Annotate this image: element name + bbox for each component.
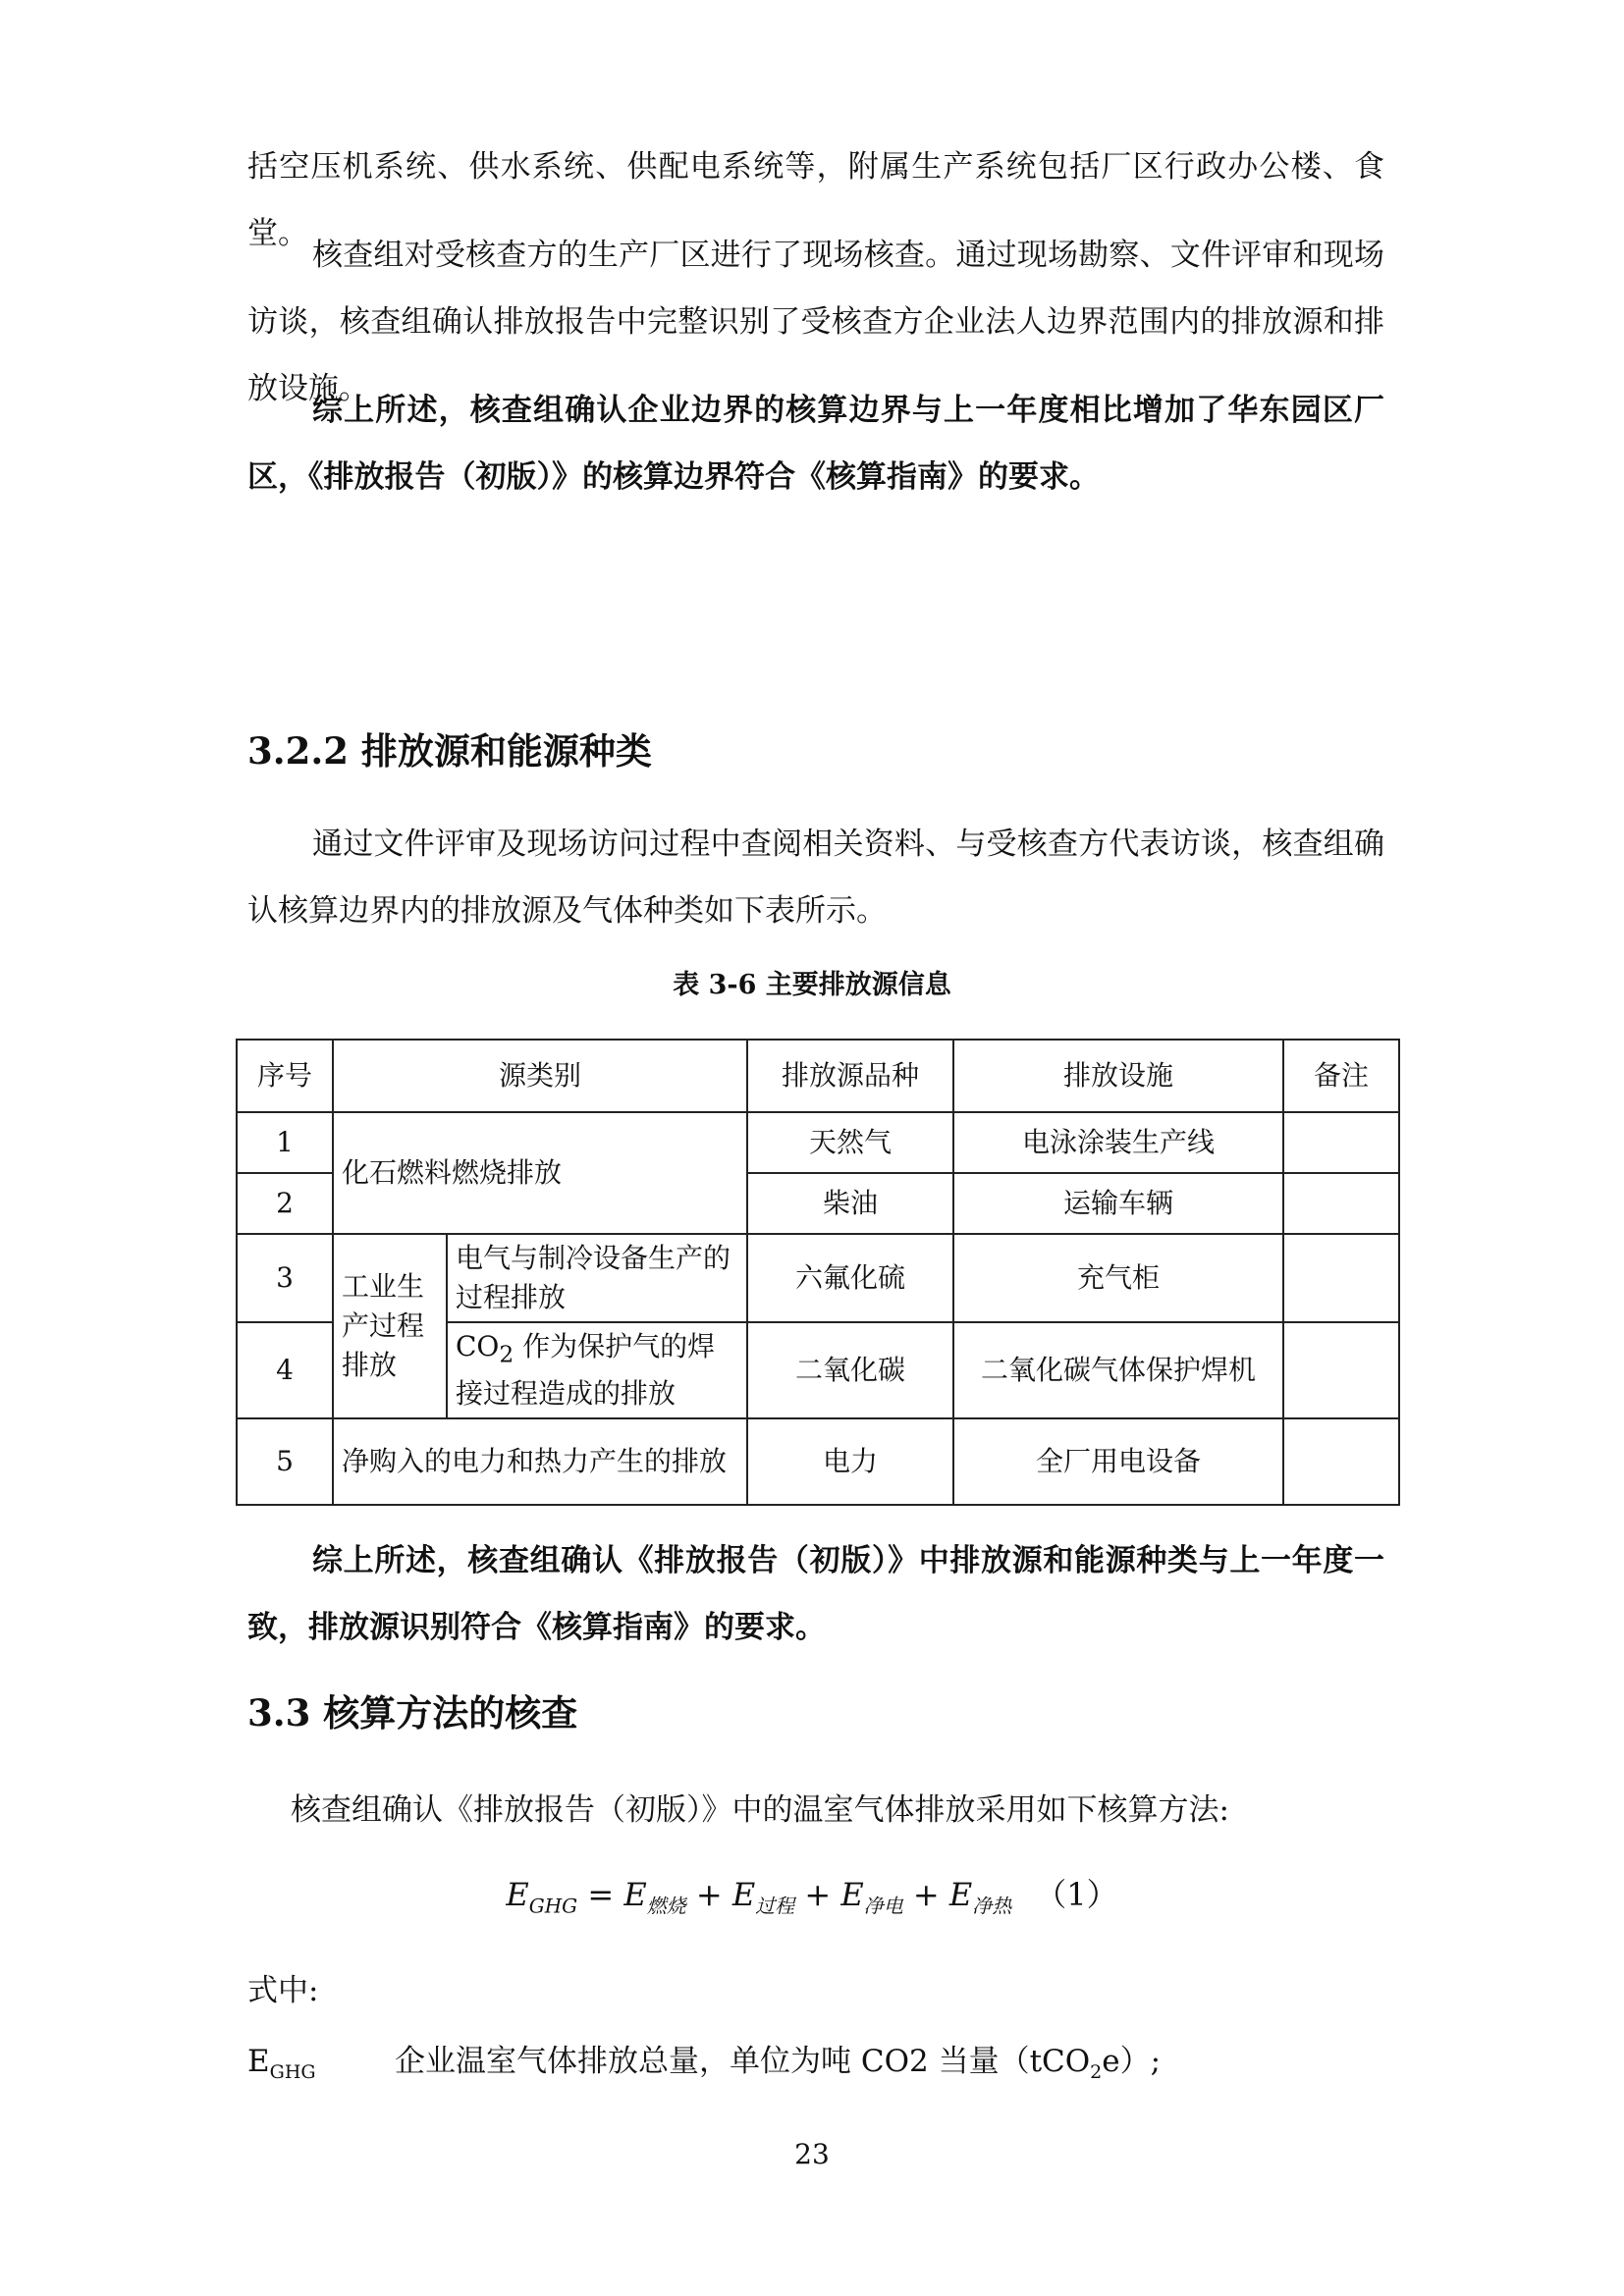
subcategory-prefix: CO	[456, 1330, 500, 1362]
source-type: 电力	[747, 1418, 953, 1505]
table-caption: 表 3-6 主要排放源信息	[673, 970, 951, 1000]
eq-equals: =	[577, 1876, 624, 1913]
definition-text-subscript: 2	[1090, 2061, 1103, 2084]
row-number: 1	[237, 1112, 333, 1173]
header-cell: 序号	[237, 1040, 333, 1112]
source-type: 天然气	[747, 1112, 953, 1173]
paragraph-boundary-conclusion: 综上所述，核查组确认企业边界的核算边界与上一年度相比增加了华东园区厂区，《排放报告（初版）》的核算边界符合《核算指南》的要求。	[247, 393, 1384, 495]
row-number: 3	[237, 1234, 333, 1322]
source-subcategory	[447, 1322, 747, 1418]
definition-symbol	[247, 2037, 395, 2097]
definition-text-end: e）;	[1102, 2044, 1162, 2079]
emission-source-table	[236, 1039, 1400, 1506]
eq-symbol: E	[506, 1876, 529, 1913]
facility: 全厂用电设备	[953, 1418, 1283, 1505]
source-category: 化石燃料燃烧排放	[333, 1112, 747, 1234]
header-cell: 排放设施	[953, 1040, 1283, 1112]
header-cell: 排放源品种	[747, 1040, 953, 1112]
note	[1283, 1112, 1399, 1173]
eq-symbol: E	[840, 1876, 864, 1913]
table-row	[237, 1234, 1399, 1322]
row-number: 4	[237, 1322, 333, 1418]
eq-plus: +	[794, 1876, 841, 1913]
facility: 二氧化碳气体保护焊机	[953, 1322, 1283, 1418]
definition-symbol-letter: E	[247, 2044, 270, 2079]
table-row	[237, 1418, 1399, 1505]
equation-number: （1）	[1035, 1876, 1118, 1913]
definition-text: 企业温室气体排放总量，单位为吨 CO2 当量（tCO	[395, 2044, 1091, 2079]
facility: 运输车辆	[953, 1173, 1283, 1234]
eq-subscript: 净电	[863, 1894, 903, 1918]
paragraph-source-conclusion: 综上所述，核查组确认《排放报告（初版）》中排放源和能源种类与上一年度一致，排放源识别符合《核算指南》的要求。	[247, 1543, 1384, 1645]
page-number: 23	[794, 2138, 830, 2170]
equation-ghg-total	[0, 1865, 1624, 1935]
eq-subscript: GHG	[528, 1894, 578, 1918]
eq-symbol: E	[623, 1876, 647, 1913]
paragraph-system-description: 括空压机系统、供水系统、供配电系统等，附属生产系统包括厂区行政办公楼、食堂。	[247, 149, 1384, 251]
section-heading-3-3: 3.3 核算方法的核查	[247, 1691, 578, 1735]
table-row	[237, 1112, 1399, 1173]
facility: 充气柜	[953, 1234, 1283, 1322]
paragraph-site-inspection: 核查组对受核查方的生产厂区进行了现场核查。通过现场勘察、文件评审和现场访谈，核查组确认排放报告中完整识别了受核查方企业法人边界范围内的排放源和排放设施。	[247, 238, 1384, 406]
note	[1283, 1173, 1399, 1234]
subcategory-rest: 作为保护气的焊接过程造成的排放	[456, 1330, 716, 1410]
paragraph-source-identification: 通过文件评审及现场访问过程中查阅相关资料、与受核查方代表访谈，核查组确认核算边界内的排放源及气体种类如下表所示。	[247, 827, 1384, 929]
paragraph-method-intro: 核查组确认《排放报告（初版）》中的温室气体排放采用如下核算方法:	[291, 1792, 1229, 1828]
row-number: 5	[237, 1418, 333, 1505]
facility: 电泳涂装生产线	[953, 1112, 1283, 1173]
source-category: 净购入的电力和热力产生的排放	[333, 1418, 747, 1505]
note	[1283, 1322, 1399, 1418]
source-type: 六氟化硫	[747, 1234, 953, 1322]
eq-subscript: 净热	[972, 1894, 1012, 1918]
eq-subscript: 过程	[755, 1894, 795, 1918]
source-category: 工业生产过程排放	[333, 1234, 447, 1418]
row-number: 2	[237, 1173, 333, 1234]
note	[1283, 1418, 1399, 1505]
definition-eghg	[247, 2037, 1161, 2097]
source-subcategory: 电气与制冷设备生产的过程排放	[447, 1234, 747, 1322]
eq-plus: +	[685, 1876, 732, 1913]
header-cell: 备注	[1283, 1040, 1399, 1112]
source-type: 柴油	[747, 1173, 953, 1234]
table-header-row	[237, 1040, 1399, 1112]
source-type: 二氧化碳	[747, 1322, 953, 1418]
eq-symbol: E	[731, 1876, 756, 1913]
definition-symbol-subscript: GHG	[269, 2061, 316, 2084]
eq-subscript: 燃烧	[646, 1894, 686, 1918]
eq-symbol: E	[948, 1876, 973, 1913]
header-cell: 源类别	[333, 1040, 747, 1112]
eq-plus: +	[902, 1876, 949, 1913]
note	[1283, 1234, 1399, 1322]
paragraph-where: 式中:	[247, 1973, 319, 2008]
subcategory-subscript: 2	[499, 1340, 514, 1368]
section-heading-3-2-2: 3.2.2 排放源和能源种类	[247, 729, 652, 773]
